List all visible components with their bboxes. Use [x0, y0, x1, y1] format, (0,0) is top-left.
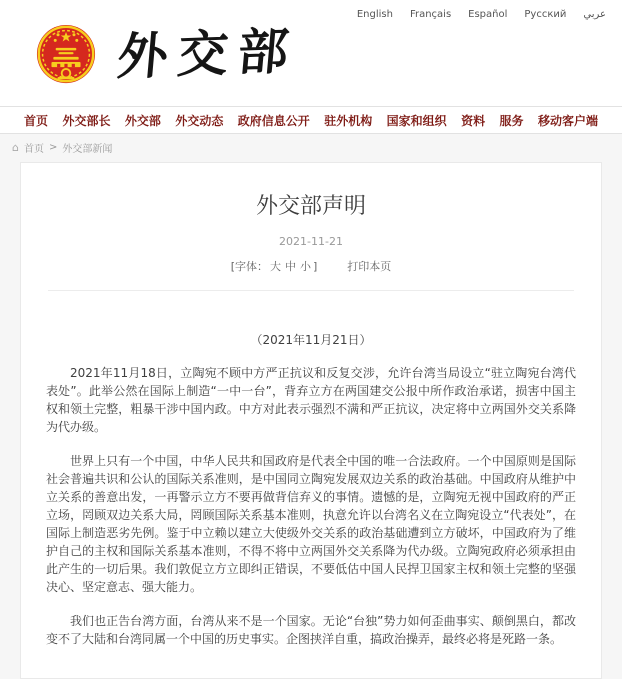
nav-item-services[interactable]: 服务 [499, 113, 524, 128]
print-page-button[interactable]: 打印本页 [347, 260, 392, 273]
lang-link-russian[interactable]: Русский [524, 9, 567, 20]
font-size-small-button[interactable]: 小 [300, 260, 311, 273]
breadcrumb-home-link[interactable]: 首页 [23, 143, 44, 155]
article-paragraph: 我们也正告台湾方面，台湾从来不是一个国家。无论“台独”势力如何歪曲事实、颠倒黑白，都改变不了大陆和台湾同属一个中国的历史事实。企图挟洋自重，搞政治操弄，最终必将是死路一条。 [46, 614, 576, 646]
lang-link-english[interactable]: English [356, 9, 393, 20]
lang-link-arabic[interactable]: عربي [583, 9, 606, 20]
nav-item-missions-abroad[interactable]: 驻外机构 [324, 113, 373, 128]
font-size-large-button[interactable]: 大 [270, 260, 281, 273]
nav-item-countries-organizations[interactable]: 国家和组织 [386, 113, 447, 128]
font-size-medium-button[interactable]: 中 [285, 260, 296, 273]
article-toolbar [46, 258, 576, 274]
article-body [46, 364, 576, 648]
nav-item-gov-info-disclosure[interactable]: 政府信息公开 [237, 113, 310, 128]
breadcrumb-current-link[interactable]: 外交部新闻 [62, 143, 113, 155]
lang-link-spanish[interactable]: Español [468, 9, 508, 20]
article-date: 2021-11-21 [279, 235, 343, 248]
nav-item-mobile-client[interactable]: 移动客户端 [537, 113, 598, 128]
article-paragraph: 世界上只有一个中国，中华人民共和国政府是代表全中国的唯一合法政府。一个中国原则是国际社会普遍共识和公认的国际关系准则，是中国同立陶宛发展双边关系的政治基础。中国政府从维护中立关系的善意出发，一再警示立方不要再做背信弃义的事情。遗憾的是，立陶宛无视中国政府的严正立场，罔顾双边关系大局，罔顾国际关系基本准则，执意允许以台湾名义在立陶宛设立“代表处”，在国际上制造恶劣先例。鉴于中立赖以建立大使级外交关系的政治基础遭到立方破坏，中国政府为了维护自己的主权和国际关系基本准则，不得不将中立两国外交关系降为代办级。立陶宛政府必须承担由此产生的一切后果。我们敦促立方立即纠正错误，不要低估中国人民捍卫国家主权和领土完整的坚强决心、坚定意志、强大能力。 [46, 454, 576, 594]
article-paragraph: 2021年11月18日，立陶宛不顾中方严正抗议和反复交涉，允许台湾当局设立“驻立陶宛台湾代表处”。此举公然在国际上制造“一中一台”，背弃立方在两国建交公报中所作政治承诺，损害中国主权和领土完整，粗暴干涉中国内政。中方对此表示强烈不满和严正抗议，决定将中立两国外交关系降为代办级。 [46, 366, 576, 434]
breadcrumb [12, 140, 622, 154]
lang-link-french[interactable]: Français [409, 9, 452, 20]
nav-item-ministry[interactable]: 外交部 [124, 113, 161, 128]
breadcrumb-separator: > [48, 141, 58, 153]
article-title: 外交部声明 [255, 194, 366, 219]
main-navbar [0, 106, 622, 134]
language-bar [357, 9, 606, 20]
article-card [20, 162, 602, 679]
title-divider [48, 290, 574, 291]
font-size-suffix: ] [313, 260, 318, 273]
nav-item-diplomatic-activities[interactable]: 外交动态 [175, 113, 224, 128]
ministry-calligraphy-title: 外交部 [115, 20, 301, 87]
national-emblem-icon [36, 24, 96, 84]
site-logo[interactable] [36, 20, 301, 87]
nav-item-foreign-minister[interactable]: 外交部长 [62, 113, 111, 128]
site-header [0, 0, 622, 106]
nav-item-resources[interactable]: 资料 [461, 113, 486, 128]
font-size-prefix: [字体： [230, 260, 268, 273]
nav-item-home[interactable]: 首页 [24, 113, 49, 128]
home-icon: ⌂ [12, 140, 19, 154]
article-dateline: （2021年11月21日） [250, 333, 372, 347]
